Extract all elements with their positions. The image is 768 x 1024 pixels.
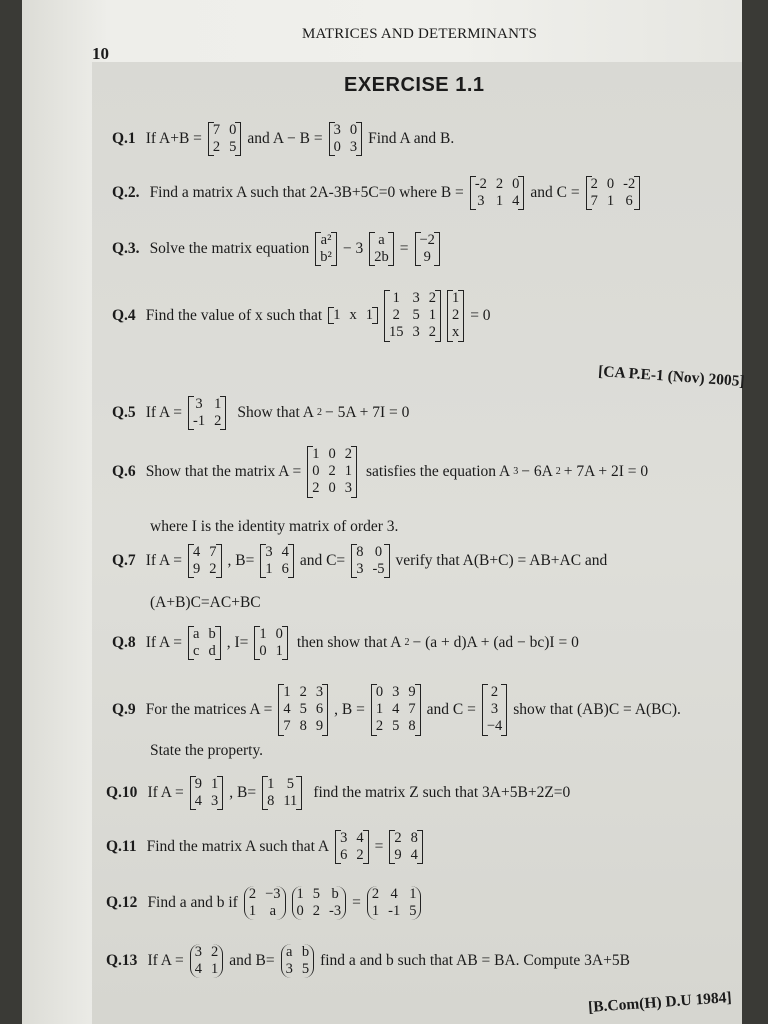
q11-eq: =: [374, 838, 384, 856]
matrix-entry: 8: [408, 718, 416, 735]
q7-tail: verify that A(B+C) = AB+AC and: [395, 552, 608, 570]
matrix-entry: 1: [211, 961, 219, 978]
matrix-entry: 3: [412, 290, 420, 306]
matrix-entry: d: [208, 643, 216, 660]
matrix-entry: 1: [265, 561, 273, 578]
matrix-entry: 2: [428, 290, 436, 306]
q7-b: , B=: [227, 552, 255, 570]
q7-c: and C=: [299, 552, 346, 570]
matrix-entry: 3: [477, 193, 485, 210]
matrix: [369, 232, 394, 266]
matrix-entry: 8: [299, 718, 307, 735]
matrix-entry: -2: [623, 176, 636, 192]
q8-i: , I=: [226, 634, 249, 652]
question-number: Q.9: [112, 700, 136, 718]
q1-tail: Find A and B.: [368, 130, 455, 148]
matrix-entry: −3: [265, 886, 281, 902]
matrix-entry: 9: [394, 847, 402, 864]
matrix-entry: 7: [408, 701, 416, 718]
exercise-title: EXERCISE 1.1: [344, 74, 485, 96]
matrix: [447, 290, 464, 342]
q6-end: + 7A + 2I = 0: [563, 462, 649, 480]
q2-text-and: and C =: [530, 184, 580, 202]
q9-c: and C =: [426, 700, 476, 718]
matrix-entry: 1: [296, 886, 304, 902]
matrix-entry: 0: [296, 903, 304, 920]
matrix-entry: 2: [375, 718, 384, 735]
matrix-entry: 5: [412, 307, 420, 324]
matrix-entry: 5: [229, 139, 237, 156]
question-3: [112, 232, 443, 266]
question-number: Q.5: [112, 404, 136, 422]
matrix-entry: 3: [285, 961, 293, 978]
matrix-entry: 1: [392, 290, 400, 306]
question-number: Q.13: [106, 952, 138, 970]
q10-if: If A =: [147, 784, 184, 802]
matrix-entry: a: [193, 626, 200, 642]
matrix-entry: 2: [209, 561, 217, 578]
question-7: [112, 544, 610, 578]
matrix-entry: 2: [312, 480, 320, 497]
matrix: [315, 232, 337, 266]
matrix-entry: 1: [312, 446, 320, 462]
matrix: [292, 886, 347, 920]
matrix-entry: a²: [320, 232, 332, 248]
question-8: Q.8 If A = a b c d , I= 1 0 0 1 then show that A 2 − (a + d)A + (ad − bc)I = 0: [112, 626, 579, 660]
matrix-entry: 4: [283, 701, 291, 718]
matrix: [329, 122, 363, 156]
matrix-entry: 2: [392, 307, 400, 324]
matrix-entry: 8: [410, 830, 418, 846]
matrix-entry: 4: [194, 961, 202, 978]
q5-text: Show that A: [237, 404, 314, 422]
matrix-entry: 1: [248, 903, 257, 920]
matrix-entry: x: [451, 324, 460, 341]
matrix-entry: 0: [259, 643, 267, 660]
matrix-entry: 0: [512, 176, 520, 192]
matrix-entry: 5: [299, 701, 307, 718]
matrix: [278, 684, 328, 736]
page-number: 10: [92, 44, 109, 63]
question-1: [112, 122, 457, 156]
question-number: Q.1: [112, 130, 136, 148]
matrix-entry: 5: [392, 718, 400, 735]
q9-line2: State the property.: [150, 742, 264, 759]
matrix-entry: 0: [328, 446, 336, 462]
source-citation: [B.Com(H) D.U 1984]: [587, 989, 733, 1016]
matrix-entry: 6: [340, 847, 348, 864]
matrix-entry: 5: [286, 776, 294, 792]
q8-if: If A =: [145, 634, 182, 652]
q10-b: , B=: [229, 784, 257, 802]
matrix-entry: 8: [356, 544, 364, 560]
matrix-entry: 2b: [374, 249, 389, 266]
matrix: [254, 626, 288, 660]
matrix-entry: 2: [451, 307, 460, 324]
matrix-entry: 0: [229, 122, 237, 138]
matrix-entry: 1: [344, 463, 352, 480]
matrix-entry: −2: [419, 232, 435, 248]
matrix-entry: 2: [212, 139, 221, 156]
question-4: [112, 290, 494, 342]
q6-text: Show that the matrix A =: [145, 462, 302, 480]
q13-and: and B=: [229, 952, 275, 970]
q9-b: , B =: [334, 700, 365, 718]
matrix: [586, 176, 641, 210]
matrix-entry: 5: [301, 961, 310, 978]
matrix-entry: 9: [315, 718, 324, 735]
matrix-entry: 1: [267, 776, 275, 792]
question-number: Q.8: [112, 634, 136, 652]
matrix-entry: 6: [315, 701, 324, 718]
matrix-entry: 3: [211, 793, 219, 810]
matrix-entry: -1: [193, 413, 206, 430]
matrix-entry: 7: [590, 193, 598, 210]
matrix-entry: 1: [409, 886, 417, 902]
q3-text: Solve the matrix equation: [149, 240, 310, 258]
matrix-entry: -1: [388, 903, 401, 920]
matrix-entry: 4: [356, 830, 364, 846]
matrix: [415, 232, 440, 266]
matrix-entry: 1: [371, 903, 380, 920]
matrix: [188, 544, 222, 578]
question-number: Q.11: [106, 838, 137, 856]
matrix-entry: a: [378, 232, 385, 248]
q1-text: If A+B =: [145, 130, 202, 148]
matrix-entry: -2: [474, 176, 487, 192]
q12-text: Find a and b if: [147, 894, 238, 912]
matrix: [260, 544, 294, 578]
matrix-entry: 0: [312, 463, 320, 480]
q3-minus: − 3: [342, 240, 364, 258]
matrix-entry: 4: [194, 793, 202, 810]
question-9: [112, 684, 684, 736]
matrix-entry: 2: [394, 830, 402, 846]
matrix-entry: 2: [248, 886, 257, 902]
question-10: [106, 776, 573, 810]
matrix-entry: 2: [312, 903, 321, 920]
matrix-entry: 3: [333, 122, 341, 138]
running-head: MATRICES AND DETERMINANTS: [302, 26, 538, 42]
question-number: Q.10: [106, 784, 138, 802]
book-page: [22, 0, 746, 1024]
matrix: [384, 290, 441, 342]
matrix-entry: b²: [320, 249, 332, 266]
matrix-entry: 11: [283, 793, 298, 810]
q5-rest: − 5A + 7I = 0: [325, 404, 410, 422]
matrix-entry: 2: [214, 413, 222, 430]
q6-tail: satisfies the equation A: [366, 462, 511, 480]
matrix: [328, 307, 378, 324]
matrix-entry: b: [301, 944, 310, 960]
matrix: [371, 684, 421, 736]
question-2: [112, 176, 643, 210]
q8-rest: − (a + d)A + (ad − bc)I = 0: [412, 634, 579, 652]
matrix-entry: -3: [329, 903, 342, 920]
matrix-entry: 3: [344, 480, 352, 497]
matrix-entry: 3: [265, 544, 273, 560]
question-6: Q.6 Show that the matrix A = 1 0 2 0 2 1 2 0 3 satisfies the equation A 3 − 6A 2 + 7A + 2I = 0: [112, 446, 649, 497]
q1-text-and: and A − B =: [247, 130, 323, 148]
matrix-entry: 4: [410, 847, 418, 864]
matrix: [188, 626, 221, 660]
matrix-entry: 1: [283, 684, 291, 700]
matrix-entry: 7: [209, 544, 217, 560]
matrix-entry: -5: [372, 561, 385, 578]
matrix-entry: 0: [374, 544, 383, 560]
matrix-entry: b: [331, 886, 339, 902]
matrix-entry: 7: [283, 718, 291, 735]
matrix-entry: 2: [344, 446, 352, 462]
matrix-entry: 3: [340, 830, 348, 846]
matrix-entry: 0: [375, 684, 384, 700]
question-number: Q.6: [112, 462, 136, 480]
question-number: Q.7: [112, 552, 136, 570]
q6-mid: − 6A: [521, 462, 553, 480]
question-11: [106, 830, 426, 864]
matrix: [335, 830, 369, 864]
q7-if: If A =: [145, 552, 182, 570]
matrix: [281, 944, 315, 978]
matrix-entry: 3: [349, 139, 358, 156]
matrix-entry: 9: [423, 249, 431, 266]
matrix-entry: 1: [333, 307, 341, 324]
matrix-entry: 0: [606, 176, 615, 192]
q9-text: For the matrices A =: [145, 700, 273, 718]
matrix: [188, 396, 226, 430]
matrix-entry: 9: [408, 684, 416, 700]
question-number: Q.2.: [112, 184, 140, 202]
matrix-entry: 9: [193, 561, 201, 578]
matrix-entry: 3: [194, 944, 202, 960]
matrix-entry: a: [269, 903, 277, 920]
matrix-entry: 1: [211, 776, 219, 792]
matrix-entry: 7: [212, 122, 221, 138]
matrix-entry: 4: [392, 701, 400, 718]
matrix-entry: 4: [512, 193, 520, 210]
matrix-entry: 1: [275, 643, 283, 660]
matrix: [307, 446, 357, 498]
matrix: [190, 776, 224, 810]
q7-line2: (A+B)C=AC+BC: [150, 594, 261, 611]
question-number: Q.3.: [112, 240, 140, 258]
matrix: [389, 830, 423, 864]
matrix-entry: 2: [328, 463, 336, 480]
q3-eq: =: [399, 240, 409, 258]
matrix-entry: 3: [412, 324, 420, 341]
matrix-entry: 1: [495, 193, 504, 210]
matrix-entry: a: [286, 944, 293, 960]
matrix-entry: 1: [259, 626, 267, 642]
q13-tail: find a and b such that AB = BA. Compute 3A+5B: [320, 952, 630, 970]
matrix-entry: 2: [428, 324, 436, 341]
matrix-entry: 3: [195, 396, 203, 412]
q9-tail: show that (AB)C = A(BC).: [513, 700, 681, 718]
matrix: [190, 944, 224, 978]
matrix-entry: 1: [365, 307, 373, 324]
matrix: [351, 544, 389, 578]
q4-eq: = 0: [470, 306, 491, 324]
q11-text: Find the matrix A such that A: [146, 838, 330, 856]
q8-tail: then show that A: [296, 634, 402, 652]
question-5: Q.5 If A = 3 1 -1 2 Show that A 2 − 5A + 7I = 0: [112, 396, 410, 430]
matrix-entry: 0: [349, 122, 358, 138]
matrix-entry: 2: [299, 684, 307, 700]
matrix: [208, 122, 242, 156]
matrix-entry: 5: [409, 903, 417, 920]
question-12: [106, 886, 424, 920]
matrix-entry: 0: [333, 139, 341, 156]
matrix-entry: 6: [281, 561, 289, 578]
matrix-entry: 1: [451, 290, 460, 306]
matrix-entry: 4: [281, 544, 289, 560]
matrix-entry: 15: [388, 324, 404, 341]
matrix-entry: 1: [606, 193, 615, 210]
matrix-entry: 6: [625, 193, 633, 210]
q13-if: If A =: [147, 952, 184, 970]
question-number: Q.4: [112, 306, 136, 324]
q6-note: where I is the identity matrix of order 3.: [150, 518, 399, 535]
matrix-entry: −4: [486, 718, 503, 735]
matrix-entry: 5: [312, 886, 321, 902]
matrix-entry: 0: [328, 480, 336, 497]
question-13: [106, 944, 633, 978]
q12-eq: =: [352, 894, 361, 912]
matrix-entry: 1: [428, 307, 436, 324]
matrix: [262, 776, 302, 810]
matrix: [367, 886, 422, 920]
matrix-entry: 3: [490, 701, 499, 718]
matrix-entry: 8: [267, 793, 275, 810]
matrix-entry: x: [349, 307, 357, 324]
matrix: [470, 176, 525, 210]
matrix-entry: 3: [392, 684, 400, 700]
matrix-entry: 2: [490, 684, 499, 700]
matrix-entry: 2: [590, 176, 598, 192]
matrix-entry: 2: [356, 847, 364, 864]
matrix-entry: 4: [193, 544, 201, 560]
matrix-entry: 2: [495, 176, 504, 192]
matrix-entry: 4: [390, 886, 398, 902]
matrix: [482, 684, 507, 736]
question-number: Q.12: [106, 894, 138, 912]
matrix-entry: 0: [275, 626, 283, 642]
matrix-entry: 2: [371, 886, 380, 902]
matrix-entry: 3: [315, 684, 324, 700]
matrix-entry: 3: [356, 561, 364, 578]
q2-text: Find a matrix A such that 2A-3B+5C=0 where B =: [149, 184, 464, 202]
q5-if: If A =: [145, 404, 182, 422]
matrix-entry: 1: [214, 396, 222, 412]
matrix-entry: c: [193, 643, 200, 660]
matrix-entry: b: [208, 626, 216, 642]
q10-tail: find the matrix Z such that 3A+5B+2Z=0: [313, 784, 571, 802]
matrix-entry: 2: [211, 944, 219, 960]
q4-text: Find the value of x such that: [145, 306, 323, 324]
matrix-entry: 1: [375, 701, 384, 718]
matrix: [244, 886, 286, 920]
matrix-entry: 9: [194, 776, 202, 792]
source-citation: [CA P.E-1 (Nov) 2005]: [597, 362, 746, 391]
